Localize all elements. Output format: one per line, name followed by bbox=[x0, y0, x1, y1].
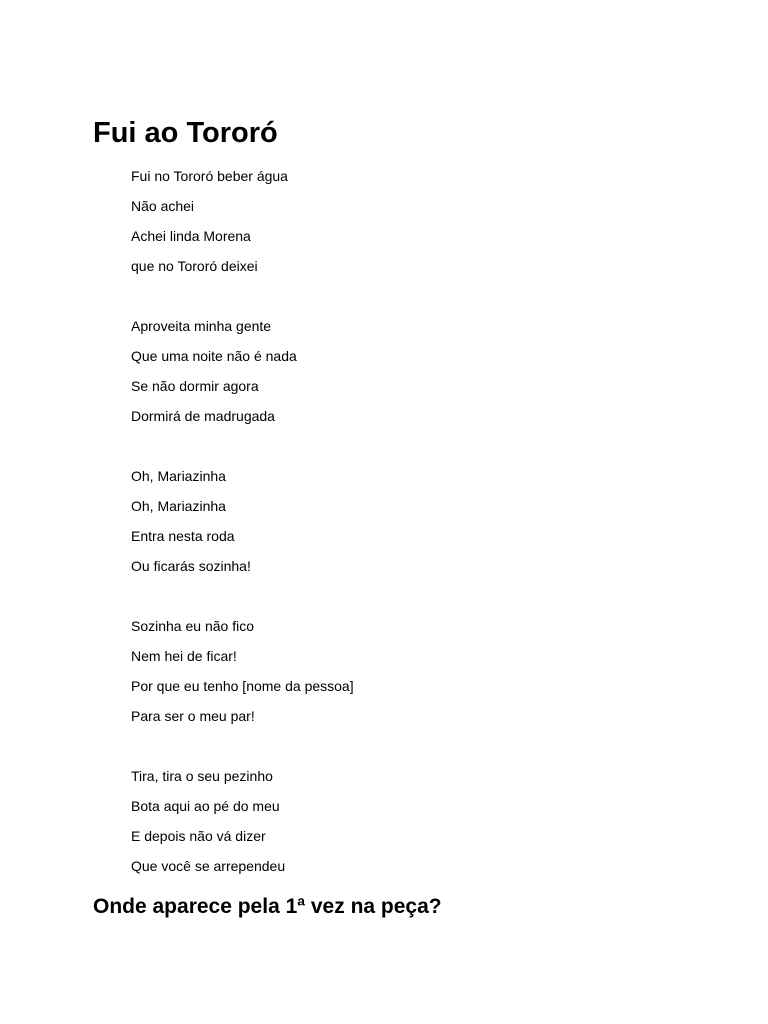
lyric-line: Para ser o meu par! bbox=[131, 708, 255, 724]
lyric-line: Bota aqui ao pé do meu bbox=[131, 798, 280, 814]
lyrics bbox=[131, 166, 691, 916]
stanza-1 bbox=[131, 166, 691, 286]
section-question: Onde aparece pela 1ª vez na peça? bbox=[93, 895, 442, 918]
lyric-line: Entra nesta roda bbox=[131, 528, 235, 544]
song-title: Fui ao Tororó bbox=[93, 117, 278, 149]
lyric-line: Oh, Mariazinha bbox=[131, 468, 226, 484]
lyric-line: Ou ficarás sozinha! bbox=[131, 558, 251, 574]
lyric-line: Não achei bbox=[131, 198, 195, 214]
lyric-line: Achei linda Morena bbox=[131, 228, 251, 244]
lyric-line: Aproveita minha gente bbox=[131, 318, 272, 334]
lyric-line: Nem hei de ficar! bbox=[131, 648, 237, 664]
lyric-line: Que você se arrependeu bbox=[131, 858, 286, 874]
lyric-line: Que uma noite não é nada bbox=[131, 348, 297, 364]
lyric-line: Se não dormir agora bbox=[131, 378, 259, 394]
lyric-line: Tira, tira o seu pezinho bbox=[131, 768, 273, 784]
stanza-2 bbox=[131, 316, 691, 436]
stanza-4 bbox=[131, 616, 691, 736]
lyric-line: E depois não vá dizer bbox=[131, 828, 266, 844]
lyric-line: Fui no Tororó beber água bbox=[131, 168, 288, 184]
stanza-5 bbox=[131, 766, 691, 886]
lyric-line: que no Tororó deixei bbox=[131, 258, 258, 274]
stanza-3 bbox=[131, 466, 691, 586]
lyric-line: Oh, Mariazinha bbox=[131, 498, 226, 514]
lyric-line: Sozinha eu não fico bbox=[131, 618, 254, 634]
lyric-line: Dormirá de madrugada bbox=[131, 408, 275, 424]
lyric-line: Por que eu tenho [nome da pessoa] bbox=[131, 678, 354, 694]
